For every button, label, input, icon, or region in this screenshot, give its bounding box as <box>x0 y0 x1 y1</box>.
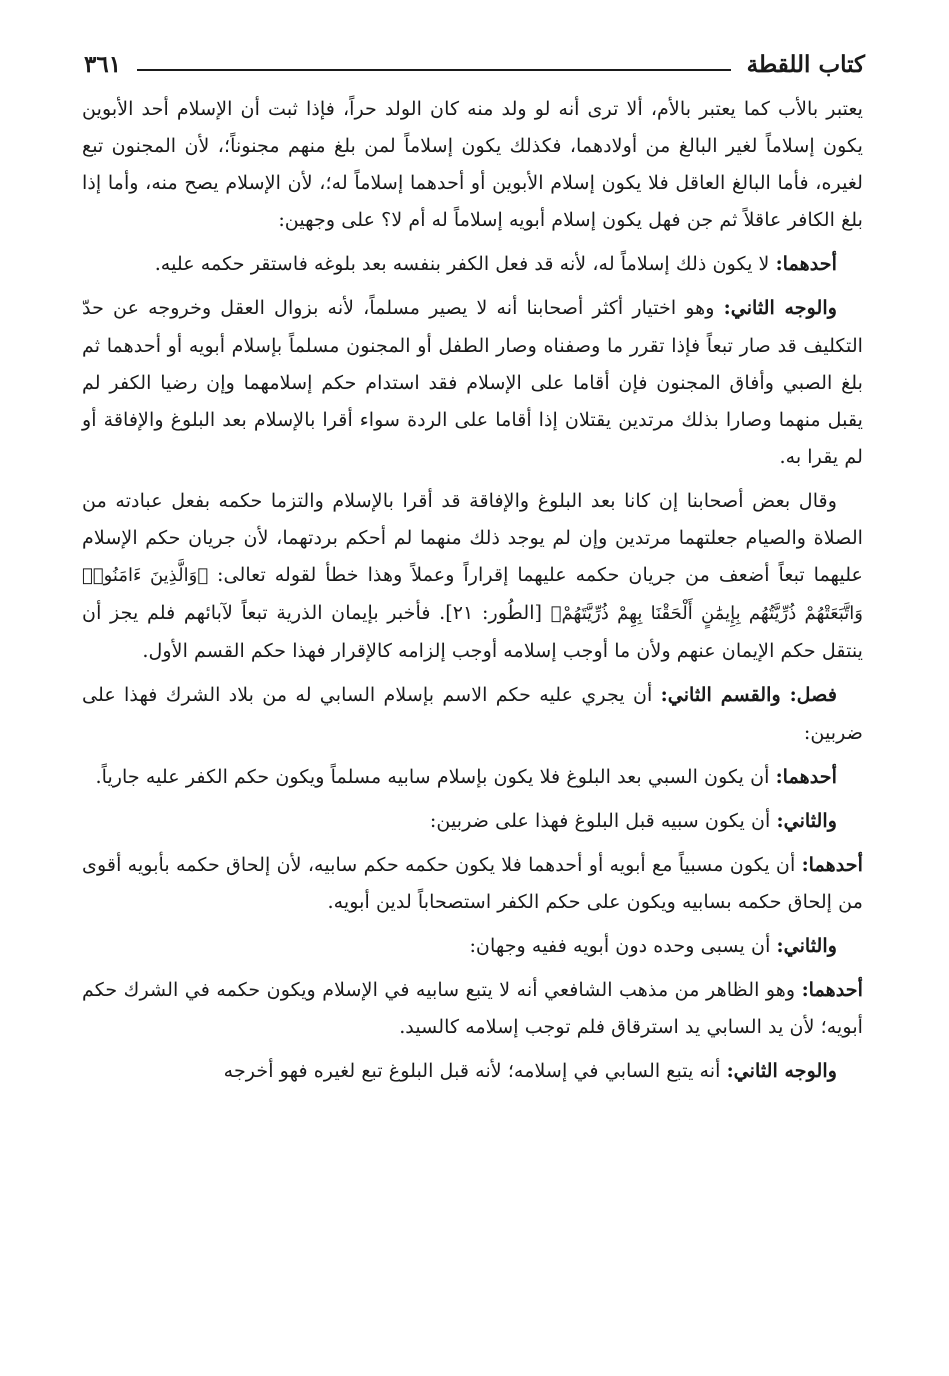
paragraph-lead: والوجه الثاني: <box>723 296 837 320</box>
paragraph-11 <box>82 1052 863 1089</box>
paragraph-lead: والوجه الثاني: <box>726 1059 837 1083</box>
paragraph-text: أن يكون سبيه قبل البلوغ فهذا على ضربين: <box>429 808 777 832</box>
paragraph-text: أن يجري عليه حكم الاسم بإسلام السابي له من بلاد الشرك فهذا على ضربين: <box>82 683 863 744</box>
paragraph-lead: أحدهما: <box>801 978 863 1002</box>
paragraph-text: وقال بعض أصحابنا إن كانا بعد البلوغ والإفاقة قد أقرا بالإسلام والتزما حكمه بفعل عبادته من الصلاة والصيام جعلتهما مرتدين وإن لم يوجد ذلك منهما لم أحكم بردتهما، لأن جريان حكم الإسلام عليهما تبعاً أضعف من جريان حكمه عليهما إقراراً وعملاً وهذا خطأ لقوله تعالى: <box>82 488 863 587</box>
paragraph-lead: أحدهما: <box>775 764 837 788</box>
paragraph-text: لا يكون ذلك إسلاماً له، لأنه قد فعل الكفر بنفسه بعد بلوغه فاستقر حكمه عليه. <box>154 252 776 276</box>
paragraph-2 <box>82 245 863 282</box>
paragraph-text: وهو الظاهر من مذهب الشافعي أنه لا يتبع سابيه في الإسلام ويكون حكمه في الشرك حكم أبويه؛ لأن يد السابي يد استرقاق فلم توجب إسلامه كالسيد. <box>82 978 863 1039</box>
paragraph-lead: أحدهما: <box>801 852 863 876</box>
running-header <box>84 44 865 84</box>
paragraph-9 <box>82 927 863 964</box>
paragraph-text: أنه يتبع السابي في إسلامه؛ لأنه قبل البلوغ تبع لغيره فهو أخرجه <box>223 1059 727 1083</box>
paragraph-8 <box>82 846 863 920</box>
paragraph-5 <box>82 676 863 750</box>
page-number: ٣٦١ <box>84 50 122 78</box>
paragraph-6 <box>82 758 863 795</box>
paragraph-7 <box>82 802 863 839</box>
paragraph-text: يعتبر بالأب كما يعتبر بالأم، ألا ترى أنه لو ولد منه كان الولد حراً، فإذا ثبت أن الإسلام أحد الأبوين يكون إسلاماً لغير البالغ من أولادهما، فكذلك يكون إسلاماً لمن بلغ منهم مجنوناً؛، لأن المجنون تبع لغيره، فأما البالغ العاقل فلا يكون إسلام الأبوين أو أحدهما إسلاماً له؛، لأن الإسلام يصح منه، وأما إذا بلغ الكافر عاقلاً ثم جن فهل يكون إسلام أبويه إسلاماً له أم لا؟ على وجهين: <box>82 97 863 232</box>
paragraph-lead: والثاني: <box>776 933 837 957</box>
quran-quote: ﴿وَالَّذِينَ ءَامَنُوا۟ وَاتَّبَعَتْهُمْ ذُرِّيَّتُهُم بِإِيمَٰنٍ أَلْحَقْنَا بِهِمْ ذُرِّيَّتَهُمْ﴾ <box>82 565 863 625</box>
paragraph-text-after-quote: [الطُور: ٢١]. فأخبر بإيمان الذرية تبعاً لآبائهم فلم يجز أن ينتقل حكم الإيمان عنهم ولأن ما أوجب إسلامه أوجب إلزامه كالإقرار فهذا حكم القسم الأول. <box>82 601 863 663</box>
paragraph-text: وهو اختيار أكثر أصحابنا أنه لا يصير مسلماً، لأنه بزوال العقل وخروجه عن حدّ التكليف قد صار تبعاً فإذا تقرر ما وصفناه وصار الطفل أو المجنون مسلماً بإسلام أبويه أو أحدهما ثم بلغ الصبي وأفاق المجنون فإن أقاما على الإسلام فقد استدام حكم إسلامهما وإن رضيا الكفر لم يقبل منهما وصارا بذلك مرتدين يقتلان إذا أقاما على الردة سواء أقرا بالإسلام بعد البلوغ والإفاقة أو لم يقرا به. <box>82 296 864 468</box>
paragraph-lead: فصل: والقسم الثاني: <box>660 683 837 707</box>
book-title: كتاب اللقطة <box>746 50 865 78</box>
header-rule <box>137 69 731 71</box>
paragraph-text: أن يكون مسبياً مع أبويه أو أحدهما فلا يكون حكمه حكم سابيه، لأن إلحاق حكمه بأبويه أقوى من إلحاق حكمه بسابيه ويكون على حكم الكفر استصحاباً لدين أبويه. <box>82 852 863 913</box>
paragraph-lead: أحدهما: <box>775 252 837 276</box>
paragraph-text: أن يسبى وحده دون أبويه ففيه وجهان: <box>469 933 777 957</box>
paragraph-lead: والثاني: <box>776 808 837 832</box>
paragraph-1 <box>82 90 863 238</box>
paragraph-4 <box>82 482 863 669</box>
page-body <box>82 90 863 1096</box>
paragraph-3 <box>82 289 863 474</box>
paragraph-text: أن يكون السبي بعد البلوغ فلا يكون بإسلام سابيه مسلماً ويكون حكم الكفر عليه جارياً. <box>95 764 776 788</box>
paragraph-10 <box>82 971 863 1045</box>
